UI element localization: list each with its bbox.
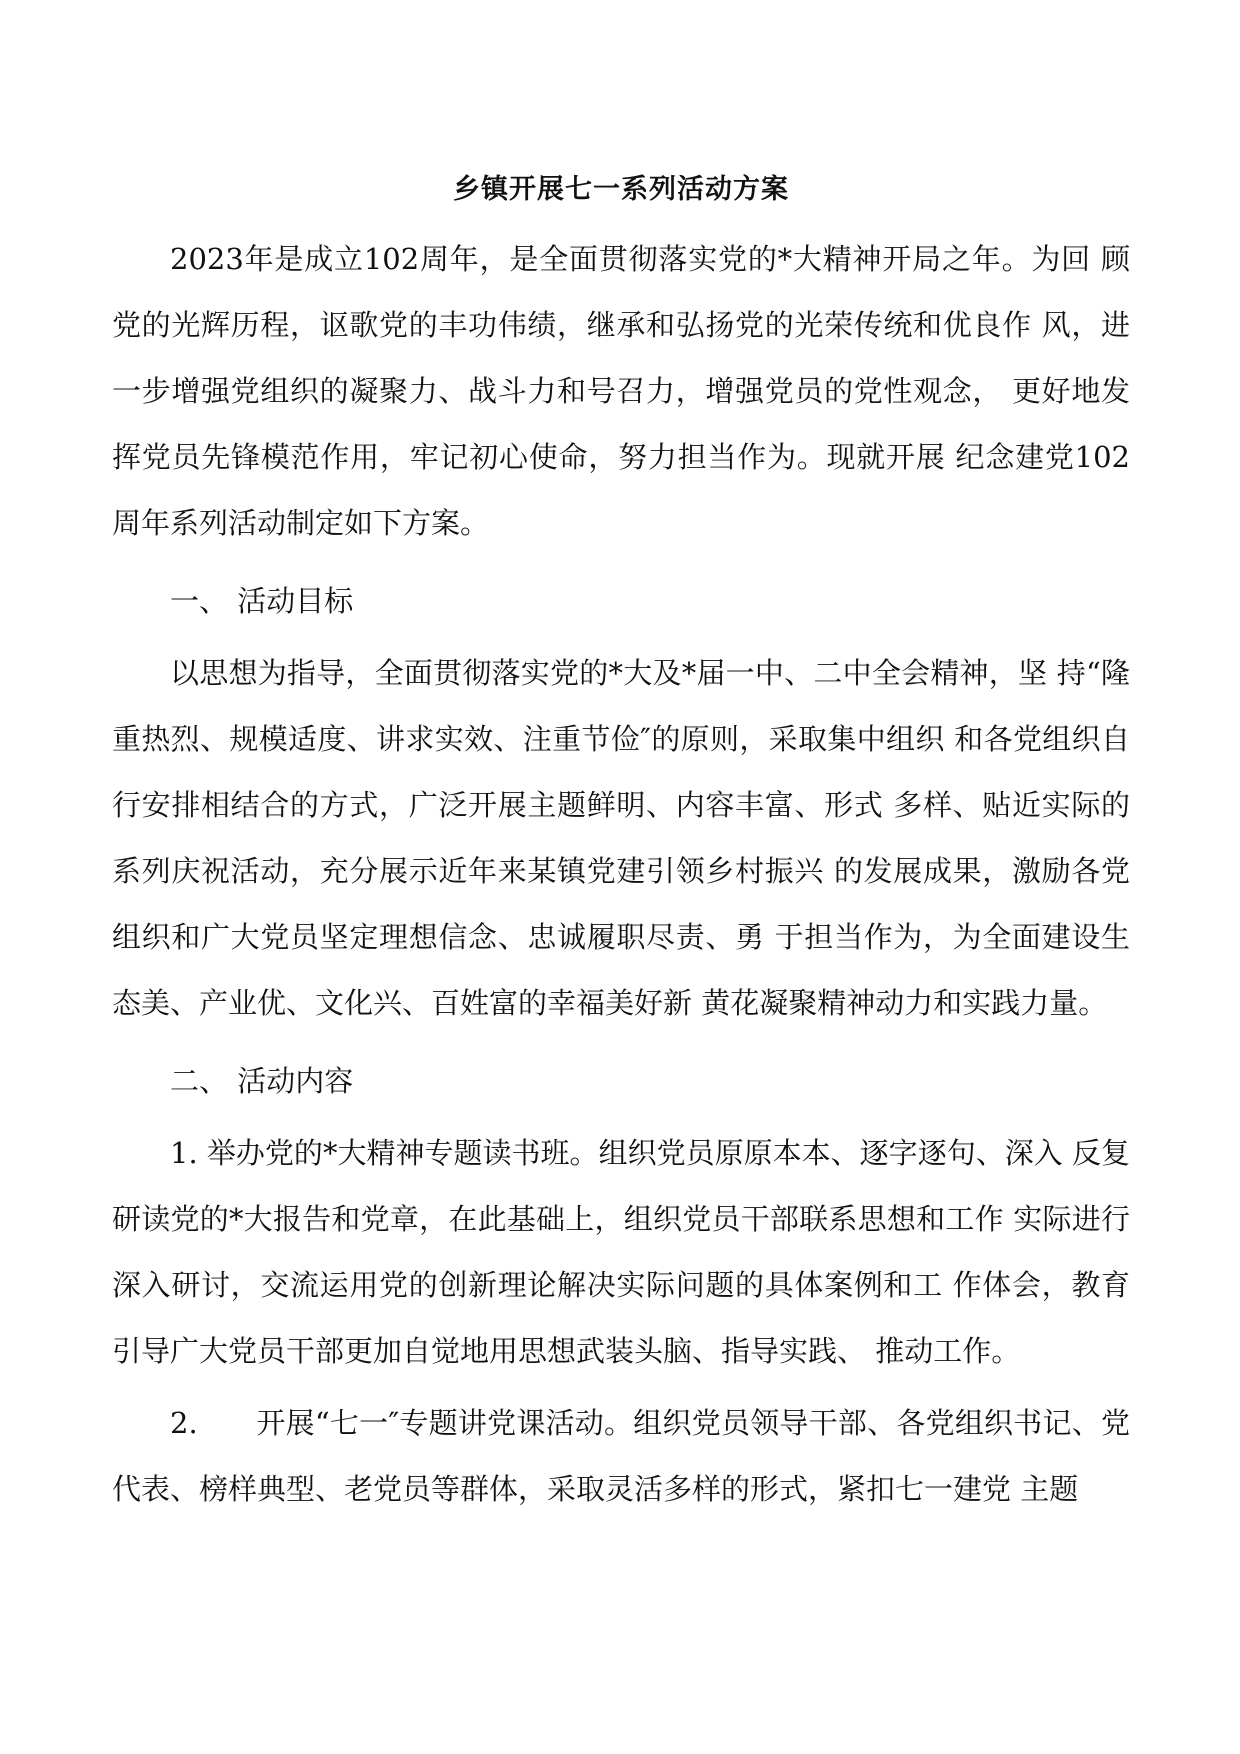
spacer	[112, 556, 1130, 562]
section-1-body: 以思想为指导，全面贯彻落实党的*大及*届一中、二中全会精神，坚 持“隆重热烈、规模适度、讲求实效、注重节俭″的原则，采取集中组织 和各党组织自行安排相结合的方式，广泛开展主题鲜明、内容丰富、形式 多样、贴近实际的系列庆祝活动，充分展示近年来某镇党建引领乡村振兴 的发展成果，激励各党组织和广大党员坚定理想信念、忠诚履职尽责、勇 于担当作为，为全面建设生态美、产业优、文化兴、百姓富的幸福美好新 黄花凝聚精神动力和实践力量。	[112, 656, 1130, 1020]
intro-paragraph: 2023年是成立102周年，是全面贯彻落实党的*大精神开局之年。为回 顾党的光辉历程，讴歌党的丰功伟绩，继承和弘扬党的光荣传统和优良作 风，进一步增强党组织的凝聚力、战斗力和号召力，增强党员的党性观念， 更好地发挥党员先锋模范作用，牢记初心使命，努力担当作为。现就开展 纪念建党102周年系列活动制定如下方案。	[112, 242, 1130, 540]
section-1-heading: 一、 活动目标	[170, 584, 354, 618]
section-2-heading: 二、 活动内容	[170, 1064, 354, 1098]
spacer	[112, 1036, 1130, 1042]
section-2-item-1: 1. 举办党的*大精神专题读书班。组织党员原原本本、逐字逐句、深入 反复研读党的*大报告和党章，在此基础上，组织党员干部联系思想和工作 实际进行深入研讨，交流运用党的创新理论解决实际问题的具体案例和工 作体会，教育引导广大党员干部更加自觉地用思想武装头脑、指导实践、 推动工作。	[112, 1136, 1130, 1368]
document-title: 乡镇开展七一系列活动方案	[453, 174, 789, 205]
section-2-item-2: 2. 开展“七一″专题讲党课活动。组织党员领导干部、各党组织书记、党代表、榜样典型、老党员等群体，采取灵活多样的形式，紧扣七一建党 主题	[112, 1406, 1130, 1506]
